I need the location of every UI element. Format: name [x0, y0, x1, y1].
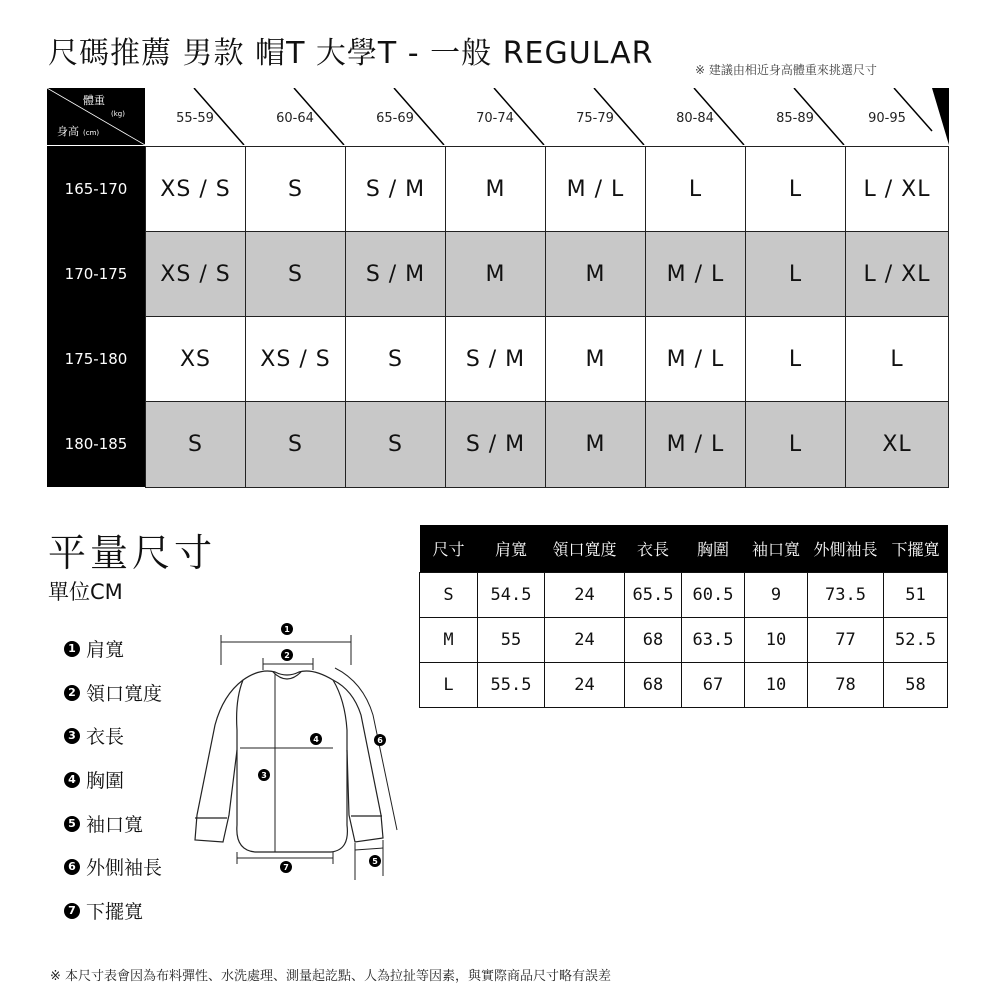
legend-item: 1 肩寬: [64, 635, 124, 662]
size-cell: XS / S: [145, 231, 246, 318]
table-cell: L: [420, 663, 478, 708]
size-cell: L: [645, 146, 746, 233]
size-cell: M: [445, 146, 546, 233]
size-cell: L: [845, 316, 949, 403]
size-cell: M: [545, 231, 646, 318]
size-cell: S / M: [445, 401, 546, 488]
corner-weight: 體重: [83, 94, 105, 107]
table-cell: 24: [545, 573, 625, 618]
weight-label: 65-69: [376, 111, 414, 126]
weight-label: 85-89: [776, 111, 814, 126]
weight-label: 75-79: [576, 111, 614, 126]
size-cell: S / M: [445, 316, 546, 403]
table-cell: 73.5: [808, 573, 884, 618]
measurement-table: [419, 525, 948, 708]
unit-label: 單位CM: [48, 580, 123, 604]
size-cell: M: [545, 401, 646, 488]
number-icon: 7: [64, 903, 80, 919]
table-cell: 78: [808, 663, 884, 708]
table-cell: 52.5: [884, 618, 948, 663]
size-cell: M / L: [645, 231, 746, 318]
size-cell: XS / S: [245, 316, 346, 403]
size-cell: L: [745, 316, 846, 403]
col-header: 領口寬度: [545, 525, 625, 573]
sweatshirt-diagram-icon: [185, 620, 410, 880]
disclaimer-note: ※ 本尺寸表會因為布料彈性、水洗處理、測量起訖點、人為拉扯等因素，與實際商品尺寸略有誤差: [50, 969, 612, 984]
number-icon: 3: [64, 728, 80, 744]
legend-item: 7 下擺寬: [64, 897, 143, 924]
size-cell: L: [745, 231, 846, 318]
col-header: 衣長: [625, 525, 682, 573]
legend-item: 5 袖口寬: [64, 810, 143, 837]
size-cell: XS / S: [145, 146, 246, 233]
number-icon: 6: [64, 859, 80, 875]
table-cell: S: [420, 573, 478, 618]
flat-size-title: 平量尺寸: [48, 531, 217, 575]
size-cell: S / M: [345, 231, 446, 318]
legend-item: 2 領口寬度: [64, 679, 162, 706]
table-row: [420, 663, 948, 708]
weight-label: 70-74: [476, 111, 514, 126]
size-cell: L: [745, 146, 846, 233]
corner-height-unit: (cm): [83, 129, 100, 137]
table-cell: 9: [745, 573, 808, 618]
legend-item: 4 胸圍: [64, 766, 124, 793]
table-cell: 24: [545, 663, 625, 708]
corner-height: 身高: [57, 125, 79, 138]
size-cell: S / M: [345, 146, 446, 233]
height-label: 170-175: [47, 231, 145, 317]
legend-item: 6 外側袖長: [64, 853, 162, 880]
table-cell: M: [420, 618, 478, 663]
svg-text:1: 1: [284, 625, 290, 634]
size-cell: S: [345, 316, 446, 403]
size-cell: S: [245, 231, 346, 318]
size-chart-header: [47, 88, 949, 145]
size-cell: M: [445, 231, 546, 318]
size-cell: S: [245, 401, 346, 488]
col-header: 下擺寬: [884, 525, 948, 573]
table-cell: 65.5: [625, 573, 682, 618]
table-row: [420, 618, 948, 663]
col-header: 肩寬: [478, 525, 545, 573]
number-icon: 4: [64, 772, 80, 788]
svg-text:7: 7: [283, 863, 289, 872]
table-cell: 77: [808, 618, 884, 663]
table-cell: 67: [682, 663, 745, 708]
svg-text:5: 5: [372, 857, 378, 866]
svg-text:2: 2: [284, 651, 290, 660]
table-cell: 10: [745, 663, 808, 708]
table-cell: 68: [625, 618, 682, 663]
height-label: 165-170: [47, 146, 145, 232]
size-cell: M / L: [645, 316, 746, 403]
size-cell: M / L: [545, 146, 646, 233]
table-cell: 63.5: [682, 618, 745, 663]
table-cell: 60.5: [682, 573, 745, 618]
svg-text:3: 3: [261, 771, 267, 780]
table-cell: 10: [745, 618, 808, 663]
size-cell: S: [245, 146, 346, 233]
table-cell: 24: [545, 618, 625, 663]
col-header: 胸圍: [682, 525, 745, 573]
table-cell: 58: [884, 663, 948, 708]
number-icon: 5: [64, 816, 80, 832]
svg-text:6: 6: [377, 736, 383, 745]
weight-label: 55-59: [176, 111, 214, 126]
size-cell: L / XL: [845, 231, 949, 318]
table-cell: 51: [884, 573, 948, 618]
col-header: 袖口寬: [745, 525, 808, 573]
size-cell: L: [745, 401, 846, 488]
size-cell: XS: [145, 316, 246, 403]
weight-label: 90-95: [868, 111, 906, 126]
col-header: 外側袖長: [808, 525, 884, 573]
table-cell: 68: [625, 663, 682, 708]
size-cell: M: [545, 316, 646, 403]
svg-text:4: 4: [313, 735, 319, 744]
col-header: 尺寸: [420, 525, 478, 573]
size-cell: XL: [845, 401, 949, 488]
size-advice-note: ※ 建議由相近身高體重來挑選尺寸: [695, 63, 877, 77]
size-cell: M / L: [645, 401, 746, 488]
size-cell: S: [145, 401, 246, 488]
height-label: 180-185: [47, 401, 145, 487]
table-cell: 55.5: [478, 663, 545, 708]
height-label: 175-180: [47, 316, 145, 402]
page-title: 尺碼推薦 男款 帽T 大學T - 一般 REGULAR: [48, 36, 654, 71]
size-cell: S: [345, 401, 446, 488]
corner-weight-unit: (kg): [111, 110, 125, 118]
legend-item: 3 衣長: [64, 722, 124, 749]
table-row: [420, 573, 948, 618]
weight-label: 80-84: [676, 111, 714, 126]
number-icon: 1: [64, 641, 80, 657]
weight-label: 60-64: [276, 111, 314, 126]
table-cell: 55: [478, 618, 545, 663]
table-cell: 54.5: [478, 573, 545, 618]
number-icon: 2: [64, 685, 80, 701]
size-cell: L / XL: [845, 146, 949, 233]
table-header-row: [420, 525, 948, 573]
